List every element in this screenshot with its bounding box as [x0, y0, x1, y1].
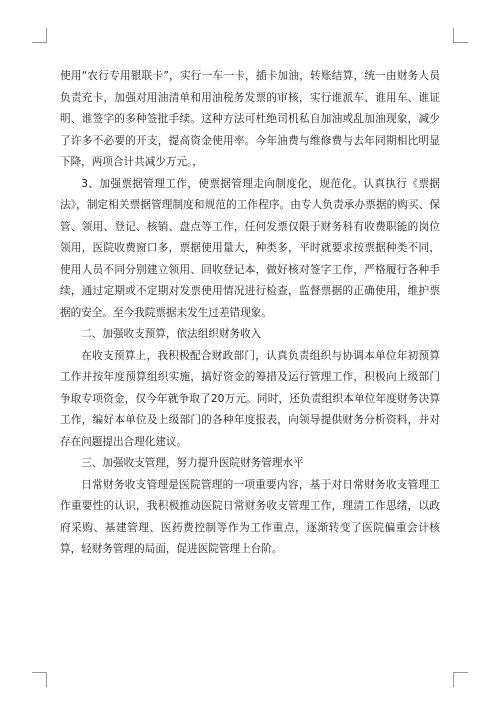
document-body [60, 66, 440, 561]
paragraph-budget: 在收支预算上，我积极配合财政部门，认真负责组织与协调本单位年初预算工作并按年度预算组织实施，搞好资金的筹措及运行管理工作，积极向上级部门争取专项资金，仅今年就争取了20万元。同时，还负责组织本单位年度财务决算工作，编好本单位及上级部门的各种年度报表，向领导提供财务分析资料，并对存在问题提出合理化建议。 [60, 349, 440, 448]
crop-mark-bottom-left [32, 672, 47, 687]
paragraph-daily-management: 日常财务收支管理是医院管理的一项重要内容，基于对日常财务收支管理工作重要性的认识，我积极推动医院日常财务收支管理工作，理清工作思绪，以政府采购、基建管理、医药费控制等作为工作重点，逐渐转变了医院偏重会计核算，轻财务管理的局面，促进医院管理上台阶。 [60, 478, 440, 555]
paragraph-invoice-management: 3、加强票据管理工作，使票据管理走向制度化，规范化。认真执行《票据法》，制定相关票据管理制度和规范的工作程序。由专人负责承办票据的购买、保管、领用、登记、核销、盘点等工作，任何发票仅限于财务科有收费职能的岗位领用，医院收费窗口多，票据使用量大，种类多，平时就要求按票据种类不同，使用人员不同分别建立领用、回收登记本，做好核对签字工作，严格履行各种手续，通过定期或不定期对发票使用情况进行检查，监督票据的正确使用，维护票据的安全。至今我院票据未发生过差错现象。 [60, 177, 440, 319]
section-heading-management: 三、加强收支管理，努力提升医院财务管理水平 [81, 457, 304, 469]
crop-mark-bottom-right [453, 672, 468, 687]
crop-mark-top-right [453, 28, 468, 43]
section-heading-budget: 二、加强收支预算，依法组织财务收入 [81, 328, 262, 340]
crop-mark-top-left [32, 28, 47, 43]
paragraph-fuel-card: 使用“农行专用银联卡”，实行一车一卡，插卡加油，转账结算，统一由财务人员负责充卡，加强对用油清单和用油税务发票的审核，实行谁派车、谁用车、谁证明、谁签字的多种签批手续。这种方法可杜绝司机私自加油或乱加油现象，减少了许多不必要的开支，提高资金使用率。今年油费与维修费与去年同期相比明显下降，两项合计共减少万元。， [60, 70, 440, 168]
